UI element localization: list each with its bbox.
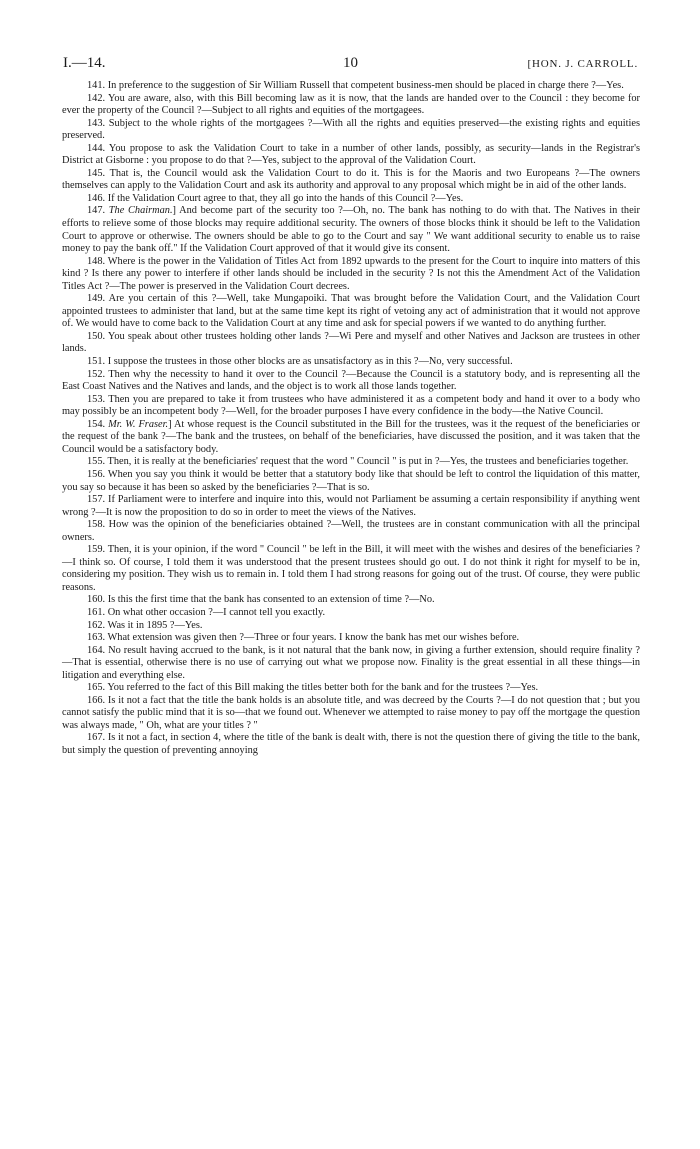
question-paragraph [62,632,640,645]
speaker-name: The Chairman. [108,205,173,217]
question-text: On what other occasion ?—I cannot tell you exactly. [107,606,326,618]
question-text: You referred to the fact of this Bill making the titles better both for the bank and for the trustees ?—Yes. [107,682,539,694]
question-text: Then, it is your opinion, if the word " Council " be left in the Bill, it will meet with the wishes and desires of the beneficiaries ?—I think so. Of course, I told them it was understood that the present trustees should go out. I do not think it right for myself to be in, considering my position. They wish us to remain in. I told them I had strong reasons for going out of the trust. Of course, they were public reasons. [62,544,640,593]
question-paragraph [62,494,640,519]
question-paragraph [62,456,640,469]
question-paragraph [62,607,640,620]
question-number: 158. [87,519,106,531]
question-paragraph [62,519,640,544]
question-number: 163. [87,632,106,644]
question-text: How was the opinion of the beneficiaries obtained ?—Well, the trustees are in constant communication with all the principal owners. [62,519,640,543]
question-text: I suppose the trustees in those other blocks are as unsatisfactory as in this ?—No, very successful. [107,356,513,368]
question-text: Are you certain of this ?—Well, take Mungapoiki. That was brought before the Validation Court, and the Validation Court appointed trustees to administer that land, but at the same time kept its right of vetoing any act of administration that it would not approve of. We would have to come back to the Validation Court at any time and ask for special powers if we wanted to do anything further. [62,293,640,330]
question-paragraph [62,369,640,394]
question-text: Is this the first time that the bank has consented to an extension of time ?—No. [107,594,435,606]
question-number: 164. [87,644,106,656]
question-text: ] And become part of the security too ?—Oh, no. The bank has nothing to do with that. The Natives in their efforts to relieve some of those blocks may require additional security. The owners of those blocks think it should be left to the Validation Court to approve or otherwise. The owners should be able to go to the Court and say " We want additional security to enable us to raise money to pay the bank off." If the Validation Court approved of that it would give its consent. [62,205,640,255]
question-text: You propose to ask the Validation Court to take in a number of other lands, possibly, as security—lands in the Registrar's District at Gisborne : you propose to do that ?—Yes, subject to the approval of the Validation Court. [62,142,641,167]
question-paragraph [62,80,640,93]
question-text: Then you are prepared to take it from trustees who have administered it as a competent body and hand it over to a body who may possibly be an incompetent body ?—Well, for the broader purposes I have every confidence in the body—the Native Council. [62,393,640,418]
question-number: 145. [87,167,106,179]
question-paragraph [62,331,640,356]
question-paragraph [62,695,640,733]
question-text: When you say you think it would be better that a statutory body like that should be left to control the liquidation of this matter, you say so because it has been so asked by the beneficiaries ?—That is so. [62,468,640,493]
question-number: 149. [87,293,106,305]
question-paragraph [62,356,640,369]
question-paragraph [62,594,640,607]
question-paragraph [62,193,640,206]
question-text: Then, it is really at the beneficiaries' request that the word " Council " is put in ?—Yes, the trustees and beneficiaries together. [107,456,629,468]
question-paragraph [62,118,640,143]
question-number: 150. [87,330,106,342]
document-reference: I.—14. [63,55,106,71]
question-paragraph [62,732,640,757]
question-text: You are aware, also, with this Bill becoming law as it is now, that the lands are handed over to the Council : they become for ever the property of the Council ?—Subject to all rights and equities of the mortgagees. [62,92,641,117]
question-number: 165. [87,682,106,694]
question-paragraph [62,205,640,255]
question-text: No result having accrued to the bank, is it not natural that the bank now, in giving a further extension, should require finality ?—That is essential, otherwise there is no use of carrying out what we propose now. Finality is the great essential in all these things—in litigation and everything else. [62,644,640,681]
question-paragraph [62,256,640,294]
question-text: In preference to the suggestion of Sir William Russell that competent business-men should be placed in charge there ?—Yes. [107,80,624,91]
question-text: Was it in 1895 ?—Yes. [107,619,203,631]
speaker-name: Mr. W. Fraser. [108,418,169,430]
question-number: 167. [87,732,106,744]
question-number: 166. [87,694,106,706]
question-number: 143. [87,117,106,129]
question-text: Then why the necessity to hand it over to the Council ?—Because the Council is a statutory body, and is representing all the East Coast Natives and the Natives and lands, and the object is to work all those lands together. [62,368,641,393]
question-text: Is it not a fact, in section 4, where the title of the bank is dealt with, there is not the question there of giving the title to the bank, but simply the question of preventing annoying [62,732,640,756]
question-number: 161. [87,606,106,618]
question-paragraph [62,93,640,118]
question-number: 142. [87,92,106,104]
question-number: 147. [87,205,106,217]
question-number: 154. [87,418,106,430]
question-paragraph [62,168,640,193]
question-text: You speak about other trustees holding other lands ?—Wi Pere and myself and other Natives and Jackson are trustees in other lands. [62,330,641,355]
question-paragraph [62,645,640,683]
question-text: Where is the power in the Validation of Titles Act from 1892 upwards to the present for the Court to inquire into matters of this kind ? Is there any power to interfere if other lands should be included in the security ? Is not this the Amendment Act of the Validation Titles Act ?—The power is preserved in the Validation Court decrees. [62,255,640,292]
question-number: 155. [87,456,106,468]
question-number: 148. [87,255,106,267]
question-text: ] At whose request is the Council substituted in the Bill for the trustees, was it the request of the beneficiaries or the request of the bank ?—The bank and the trustees, on behalf of the beneficiaries, have discussed the position, and it was taken that the Council would be a satisfactory body. [62,418,640,455]
page-header [63,55,638,77]
question-paragraph [62,469,640,494]
question-text: If Parliament were to interfere and inquire into this, would not Parliament be assuming a certain responsibility if anything went wrong ?—It is now the proposition to do so in order to meet the views of the Natives. [62,494,640,518]
question-number: 162. [87,619,106,631]
question-paragraph [62,293,640,331]
question-number: 153. [87,393,106,405]
question-number: 141. [87,80,106,91]
question-text: If the Validation Court agree to that, they all go into the hands of this Council ?—Yes. [107,192,464,204]
question-text: Is it not a fact that the title the bank holds is an absolute title, and was decreed by the Courts ?—I do not question that ; but you cannot satisfy the public mind that it is so—that we found out. Whenever we attempted to raise money to pay off the mortgage the question was always made, " Oh, what are your titles ? " [62,694,640,731]
question-text: That is, the Council would ask the Validation Court to do it. This is for the Maoris and two Europeans ?—The owners themselves can apply to the Validation Court and ask its authority and approval to any proposal which might be in aid of the other lands. [62,167,640,192]
question-number: 152. [87,368,106,380]
question-number: 159. [87,544,106,556]
question-number: 144. [87,142,106,154]
page-number: 10 [343,55,358,71]
question-paragraph [62,143,640,168]
question-paragraph [62,419,640,457]
question-number: 151. [87,356,106,368]
witness-name: [HON. J. CARROLL. [527,58,638,70]
question-text: What extension was given then ?—Three or four years. I know the bank has met our wishes before. [107,632,520,644]
question-paragraph [62,394,640,419]
question-number: 160. [87,594,106,606]
page-body [62,80,640,758]
question-paragraph [62,682,640,695]
question-paragraph [62,620,640,633]
question-paragraph [62,544,640,594]
question-text: Subject to the whole rights of the mortgagees ?—With all the rights and equities preserved—the existing rights and equities preserved. [62,117,640,142]
question-number: 146. [87,192,106,204]
question-number: 157. [87,494,106,506]
question-number: 156. [87,468,106,480]
